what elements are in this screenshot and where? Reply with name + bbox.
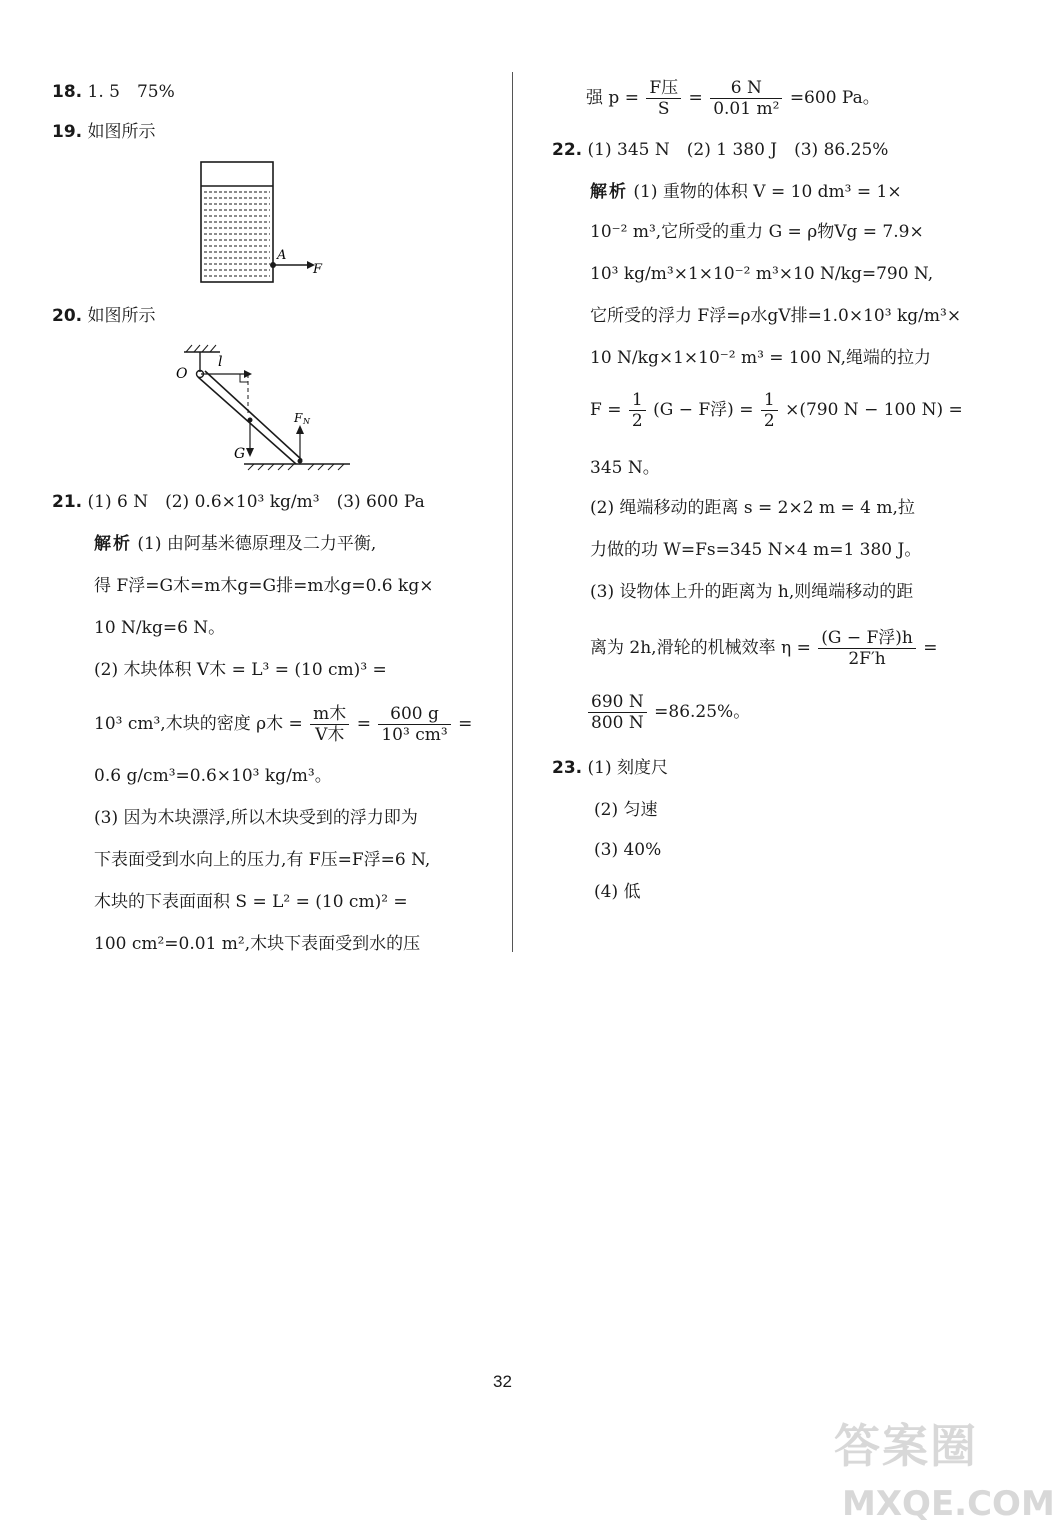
text: F = bbox=[590, 400, 622, 420]
label-o: O bbox=[176, 366, 188, 382]
analysis-line: 下表面受到水向上的压力,有 F压=F浮=6 N, bbox=[94, 850, 431, 870]
equals: = bbox=[688, 88, 703, 108]
analysis-text: (1) 重物的体积 V = 10 dm³ = 1× bbox=[633, 182, 902, 202]
analysis-line: (3) 因为木块漂浮,所以木块受到的浮力即为 bbox=[94, 808, 418, 828]
analysis-line: 345 N。 bbox=[590, 458, 660, 478]
numerator: 600 g bbox=[378, 704, 450, 725]
question-20 bbox=[52, 304, 156, 328]
text: =86.25%。 bbox=[654, 702, 751, 722]
analysis-line: 得 F浮=G木=m木g=G排=m水g=0.6 kg× bbox=[94, 576, 434, 596]
answer-text: 1. 5 75% bbox=[87, 82, 175, 102]
denominator: V木 bbox=[315, 725, 345, 745]
fraction-half bbox=[629, 390, 646, 431]
text: ×(790 N − 100 N) = bbox=[785, 400, 963, 420]
answer-text: 如图所示 bbox=[87, 306, 156, 326]
label-fn-sub: N bbox=[303, 417, 310, 426]
continuation-line bbox=[586, 74, 880, 122]
denominator: 2 bbox=[763, 411, 775, 431]
denominator: 10³ cm³ bbox=[381, 725, 448, 745]
question-22 bbox=[552, 138, 888, 162]
denominator: 2 bbox=[631, 411, 643, 431]
answer-text: 如图所示 bbox=[87, 122, 156, 142]
page-number: 32 bbox=[493, 1372, 512, 1391]
numerator: 1 bbox=[761, 390, 778, 411]
question-18 bbox=[52, 80, 175, 104]
label-fn: F bbox=[294, 411, 303, 425]
analysis-text: (1) 由阿基米德原理及二力平衡, bbox=[137, 534, 377, 554]
answer-text: (1) 345 N (2) 1 380 J (3) 86.25% bbox=[587, 140, 889, 160]
label-f: F bbox=[313, 262, 323, 277]
text: 强 p = bbox=[586, 88, 639, 108]
text: 离为 2h,滑轮的机械效率 η = bbox=[590, 638, 811, 658]
equals: = bbox=[356, 714, 371, 734]
label-g: G bbox=[234, 446, 246, 462]
watermark-sub: MXQE.COM bbox=[842, 1484, 1055, 1524]
question-number: 20. bbox=[52, 306, 83, 326]
denominator: 0.01 m² bbox=[713, 99, 780, 119]
label-a: A bbox=[277, 248, 287, 263]
question-19 bbox=[52, 120, 156, 144]
analysis-line: 它所受的浮力 F浮=ρ水gV排=1.0×10³ kg/m³× bbox=[590, 306, 962, 326]
analysis-line-density bbox=[94, 700, 472, 748]
numerator: m木 bbox=[310, 704, 349, 725]
question-21 bbox=[52, 490, 425, 514]
watermark-main: 答案圈 bbox=[834, 1419, 978, 1473]
answer-line: (4) 低 bbox=[594, 882, 641, 902]
question-number: 22. bbox=[552, 140, 583, 160]
text: =600 Pa。 bbox=[789, 88, 880, 108]
analysis-keyword: 解析 bbox=[94, 534, 132, 554]
numerator: (G − F浮)h bbox=[818, 628, 916, 649]
analysis-line: (3) 设物体上升的距离为 h,则绳端移动的距 bbox=[590, 582, 914, 602]
analysis-line: 0.6 g/cm³=0.6×10³ kg/m³。 bbox=[94, 766, 332, 786]
column-divider bbox=[512, 72, 513, 952]
analysis-keyword: 解析 bbox=[590, 182, 628, 202]
text: 10³ cm³,木块的密度 ρ木 = bbox=[94, 714, 303, 734]
question-number: 19. bbox=[52, 122, 83, 142]
fraction-values bbox=[378, 704, 450, 745]
numerator: 6 N bbox=[710, 78, 782, 99]
analysis-line: 力做的功 W=Fs=345 N×4 m=1 380 J。 bbox=[590, 540, 922, 560]
answer-text: (1) 6 N (2) 0.6×10³ kg/m³ (3) 600 Pa bbox=[87, 492, 425, 512]
fraction-result bbox=[588, 692, 647, 733]
numerator: 1 bbox=[629, 390, 646, 411]
analysis-line-efficiency bbox=[590, 624, 938, 672]
analysis-line bbox=[94, 532, 376, 556]
analysis-line: (2) 绳端移动的距离 s = 2×2 m = 4 m,拉 bbox=[590, 498, 915, 518]
equals: = bbox=[923, 638, 938, 658]
figure-container-force bbox=[195, 158, 335, 288]
text: (G − F浮) = bbox=[653, 400, 754, 420]
fraction-efficiency bbox=[818, 628, 916, 669]
analysis-line: 10 N/kg×1×10⁻² m³ = 100 N,绳端的拉力 bbox=[590, 348, 931, 368]
question-23 bbox=[552, 756, 668, 780]
numerator: 690 N bbox=[588, 692, 647, 713]
analysis-line: 100 cm²=0.01 m²,木块下表面受到水的压 bbox=[94, 934, 421, 954]
answer-text: (1) 刻度尺 bbox=[587, 758, 669, 778]
analysis-line: (2) 木块体积 V木 = L³ = (10 cm)³ = bbox=[94, 660, 387, 680]
fraction-mass-volume bbox=[310, 704, 349, 745]
figure-lever bbox=[172, 340, 362, 470]
question-number: 21. bbox=[52, 492, 83, 512]
question-number: 23. bbox=[552, 758, 583, 778]
numerator: F压 bbox=[646, 78, 681, 99]
denominator: 800 N bbox=[591, 713, 644, 733]
fraction-values bbox=[710, 78, 782, 119]
fraction-half bbox=[761, 390, 778, 431]
analysis-line bbox=[590, 180, 902, 204]
denominator: S bbox=[657, 99, 670, 119]
label-l: l bbox=[218, 354, 223, 370]
analysis-line: 10⁻² m³,它所受的重力 G = ρ物Vg = 7.9× bbox=[590, 222, 924, 242]
answer-line: (2) 匀速 bbox=[594, 800, 658, 820]
fraction-pressure bbox=[646, 78, 681, 119]
watermark-logo bbox=[820, 1410, 1055, 1530]
analysis-line-result bbox=[588, 688, 750, 736]
denominator: 2F′h bbox=[848, 649, 886, 669]
analysis-line: 木块的下表面面积 S = L² = (10 cm)² = bbox=[94, 892, 408, 912]
question-number: 18. bbox=[52, 82, 83, 102]
analysis-line-tension bbox=[590, 386, 963, 434]
answer-line: (3) 40% bbox=[594, 840, 662, 860]
equals: = bbox=[458, 714, 473, 734]
analysis-line: 10³ kg/m³×1×10⁻² m³×10 N/kg=790 N, bbox=[590, 264, 934, 284]
analysis-line: 10 N/kg=6 N。 bbox=[94, 618, 226, 638]
